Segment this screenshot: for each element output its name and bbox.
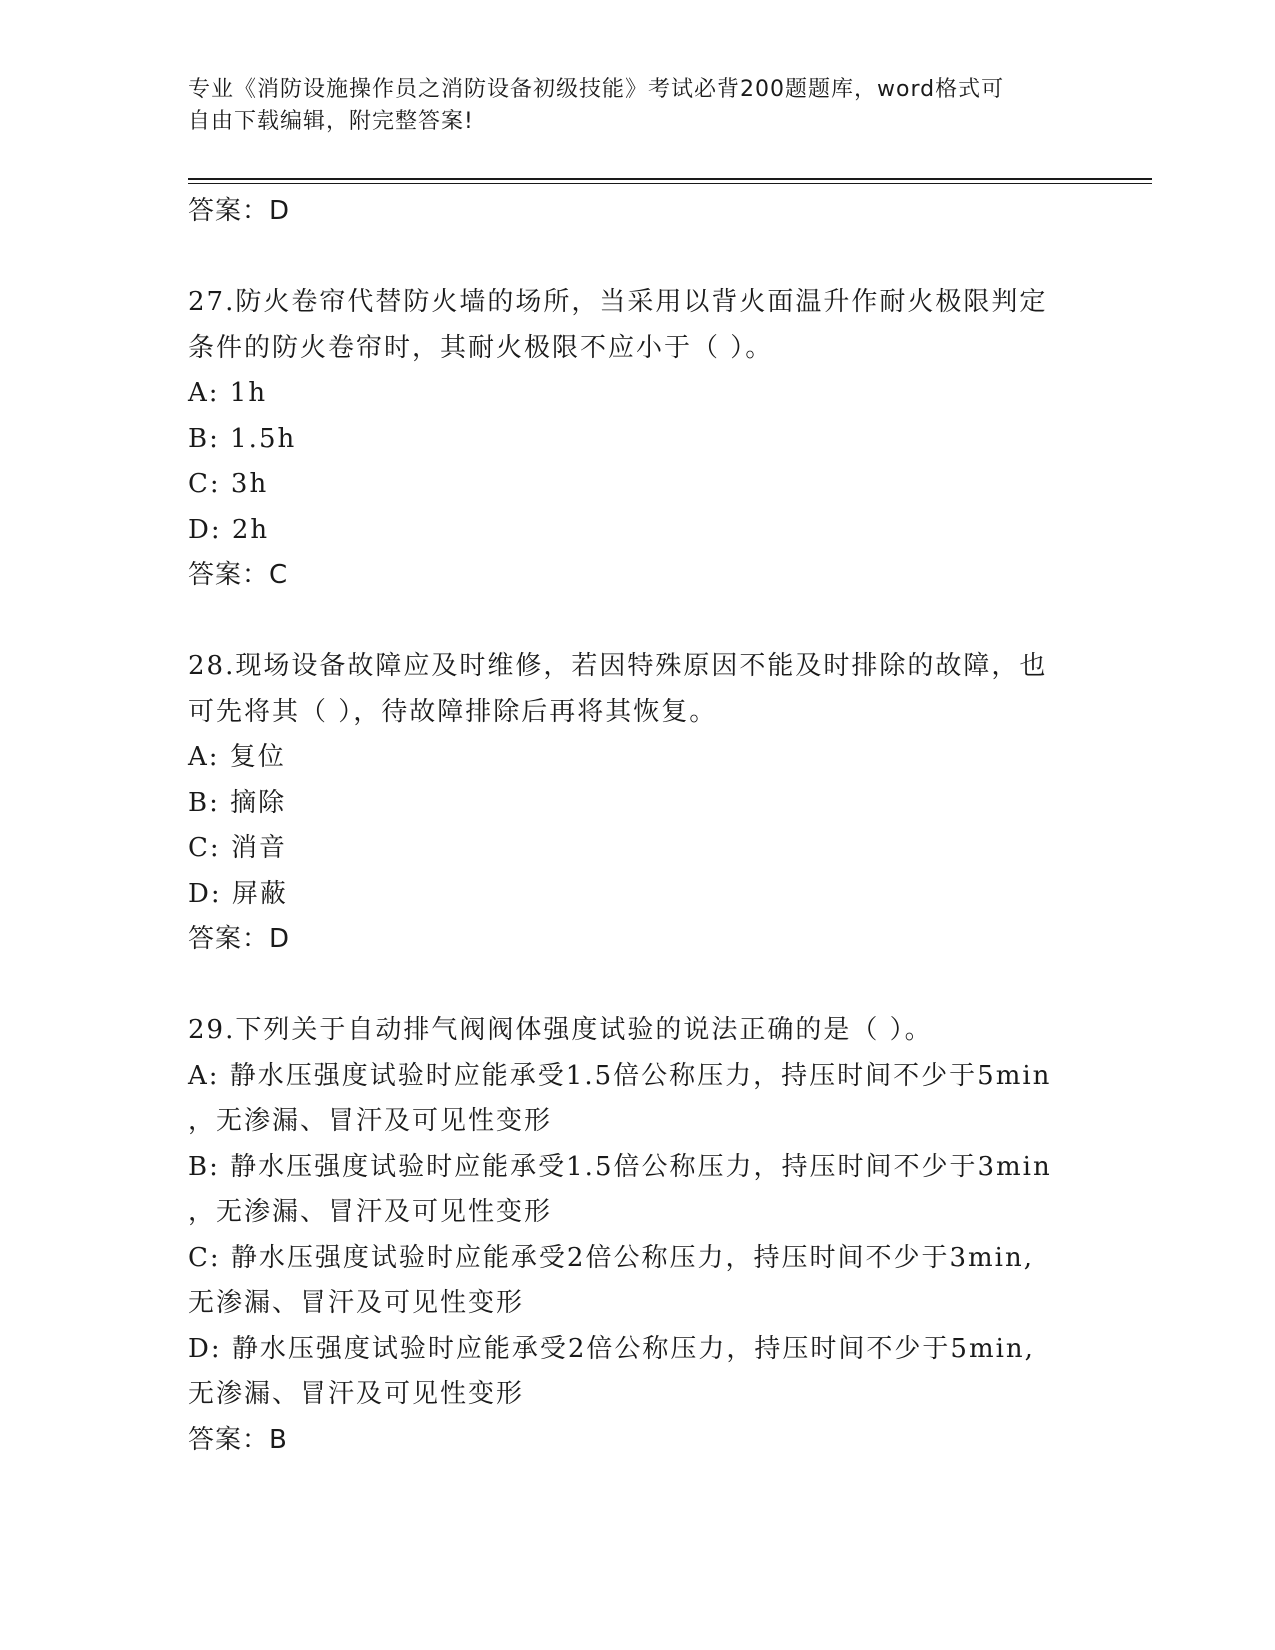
- answer-line: 答案：D: [188, 196, 291, 226]
- spacer: [188, 599, 1088, 645]
- answer-line: 答案：B: [188, 1424, 288, 1455]
- document-header: [188, 74, 1088, 138]
- document-body: [188, 189, 1088, 1463]
- option-c: C: 静水压强度试验时应能承受2倍公称压力，持压时间不少于3min,: [188, 1242, 1034, 1273]
- header-rule-thick: [188, 178, 1152, 180]
- option-b-continued: ，无渗漏、冒汗及可见性变形: [188, 1197, 553, 1227]
- answer-line: 答案：D: [188, 924, 291, 954]
- option-c: C: 3h: [188, 469, 269, 499]
- question-stem-line: 29.下列关于自动排气阀阀体强度试验的说法正确的是（ ）。: [188, 1015, 933, 1045]
- question-stem-line: 28.现场设备故障应及时维修，若因特殊原因不能及时排除的故障，也: [188, 651, 1048, 681]
- question-28: [188, 644, 1088, 963]
- option-d: D: 2h: [188, 514, 270, 545]
- option-a-continued: ，无渗漏、冒汗及可见性变形: [188, 1106, 553, 1136]
- option-b: B: 静水压强度试验时应能承受1.5倍公称压力，持压时间不少于3min: [188, 1151, 1052, 1182]
- option-a: A: 1h: [188, 378, 268, 408]
- header-line-2: 自由下载编辑，附完整答案!: [188, 109, 474, 134]
- option-c-continued: 无渗漏、冒汗及可见性变形: [188, 1288, 525, 1318]
- spacer: [188, 235, 1088, 281]
- option-a: A: 静水压强度试验时应能承受1.5倍公称压力，持压时间不少于5min: [188, 1060, 1052, 1091]
- option-b: B: 1.5h: [188, 423, 297, 454]
- option-d-continued: 无渗漏、冒汗及可见性变形: [188, 1379, 525, 1409]
- option-d: D: 静水压强度试验时应能承受2倍公称压力，持压时间不少于5min,: [188, 1333, 1035, 1364]
- spacer: [188, 963, 1088, 1009]
- question-stem-line: 可先将其（ ），待故障排除后再将其恢复。: [188, 696, 718, 727]
- option-b: B: 摘除: [188, 787, 287, 818]
- header-rule-thin: [188, 183, 1152, 184]
- question-27: [188, 280, 1088, 599]
- question-29: [188, 1008, 1088, 1463]
- header-line-1: 专业《消防设施操作员之消防设备初级技能》考试必背200题题库，word格式可: [188, 77, 1005, 102]
- option-d: D: 屏蔽: [188, 878, 288, 909]
- option-a: A: 复位: [188, 742, 286, 772]
- question-stem-line: 27.防火卷帘代替防火墙的场所，当采用以背火面温升作耐火极限判定: [188, 287, 1048, 317]
- answer-line: 答案：C: [188, 560, 289, 590]
- option-c: C: 消音: [188, 833, 287, 863]
- question-stem-line: 条件的防火卷帘时，其耐火极限不应小于（ ）。: [188, 332, 774, 363]
